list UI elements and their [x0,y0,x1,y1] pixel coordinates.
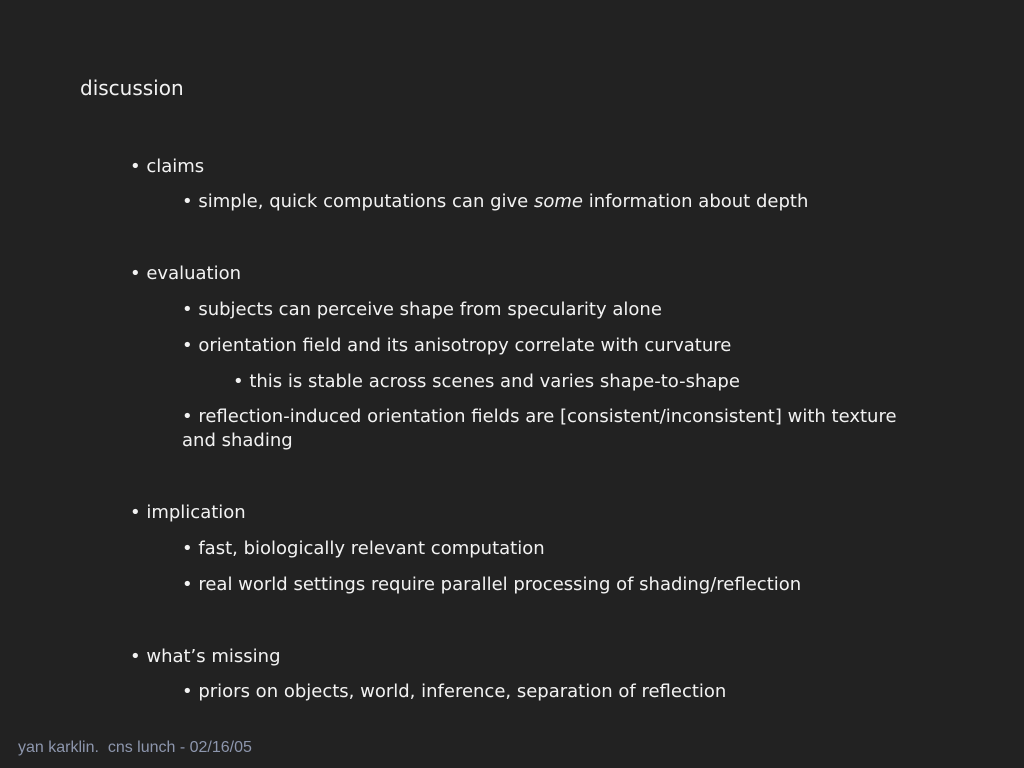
sub-sub-bullet: • this is stable across scenes and varies shape-to-shape [233,371,740,392]
bullet-whats-missing: • what’s missing [130,646,281,667]
bullet-text: evaluation [146,263,242,284]
bullet-text: claims [146,156,205,177]
bullet-text: what’s missing [146,646,281,667]
bullet-text: this is stable across scenes and varies shape-to-shape [249,371,740,392]
bullet-text: reflection-induced orientation fields are [consistent/inconsistent] with texture and shading [182,406,897,451]
sub-bullet: • fast, biologically relevant computation [182,538,545,559]
emphasis-text: some [533,191,583,212]
sub-bullet: • subjects can perceive shape from specularity alone [182,299,662,320]
bullet-text: simple, quick computations can give [198,191,534,212]
bullet-implication: • implication [130,502,246,523]
bullet-evaluation: • evaluation [130,263,242,284]
slide-footer: yan karklin. cns lunch - 02/16/05 [18,739,252,756]
bullet-text: real world settings require parallel processing of shading/reflection [198,574,802,595]
bullet-claims: • claims [130,156,205,177]
bullet-text: information about depth [582,191,809,212]
slide-title: discussion [80,76,184,100]
sub-bullet: • simple, quick computations can give some information about depth [182,191,809,212]
bullet-text: fast, biologically relevant computation [198,538,545,559]
sub-bullet: • reflection-induced orientation fields are [consistent/inconsistent] with texture and shading [182,406,897,451]
sub-bullet: • real world settings require parallel processing of shading/reflection [182,574,802,595]
bullet-text: implication [146,502,246,523]
bullet-text: orientation field and its anisotropy correlate with curvature [198,335,732,356]
bullet-text: subjects can perceive shape from specularity alone [198,299,662,320]
sub-bullet: • priors on objects, world, inference, separation of reflection [182,681,727,702]
sub-bullet: • orientation field and its anisotropy correlate with curvature [182,335,732,356]
bullet-text: priors on objects, world, inference, separation of reflection [198,681,727,702]
